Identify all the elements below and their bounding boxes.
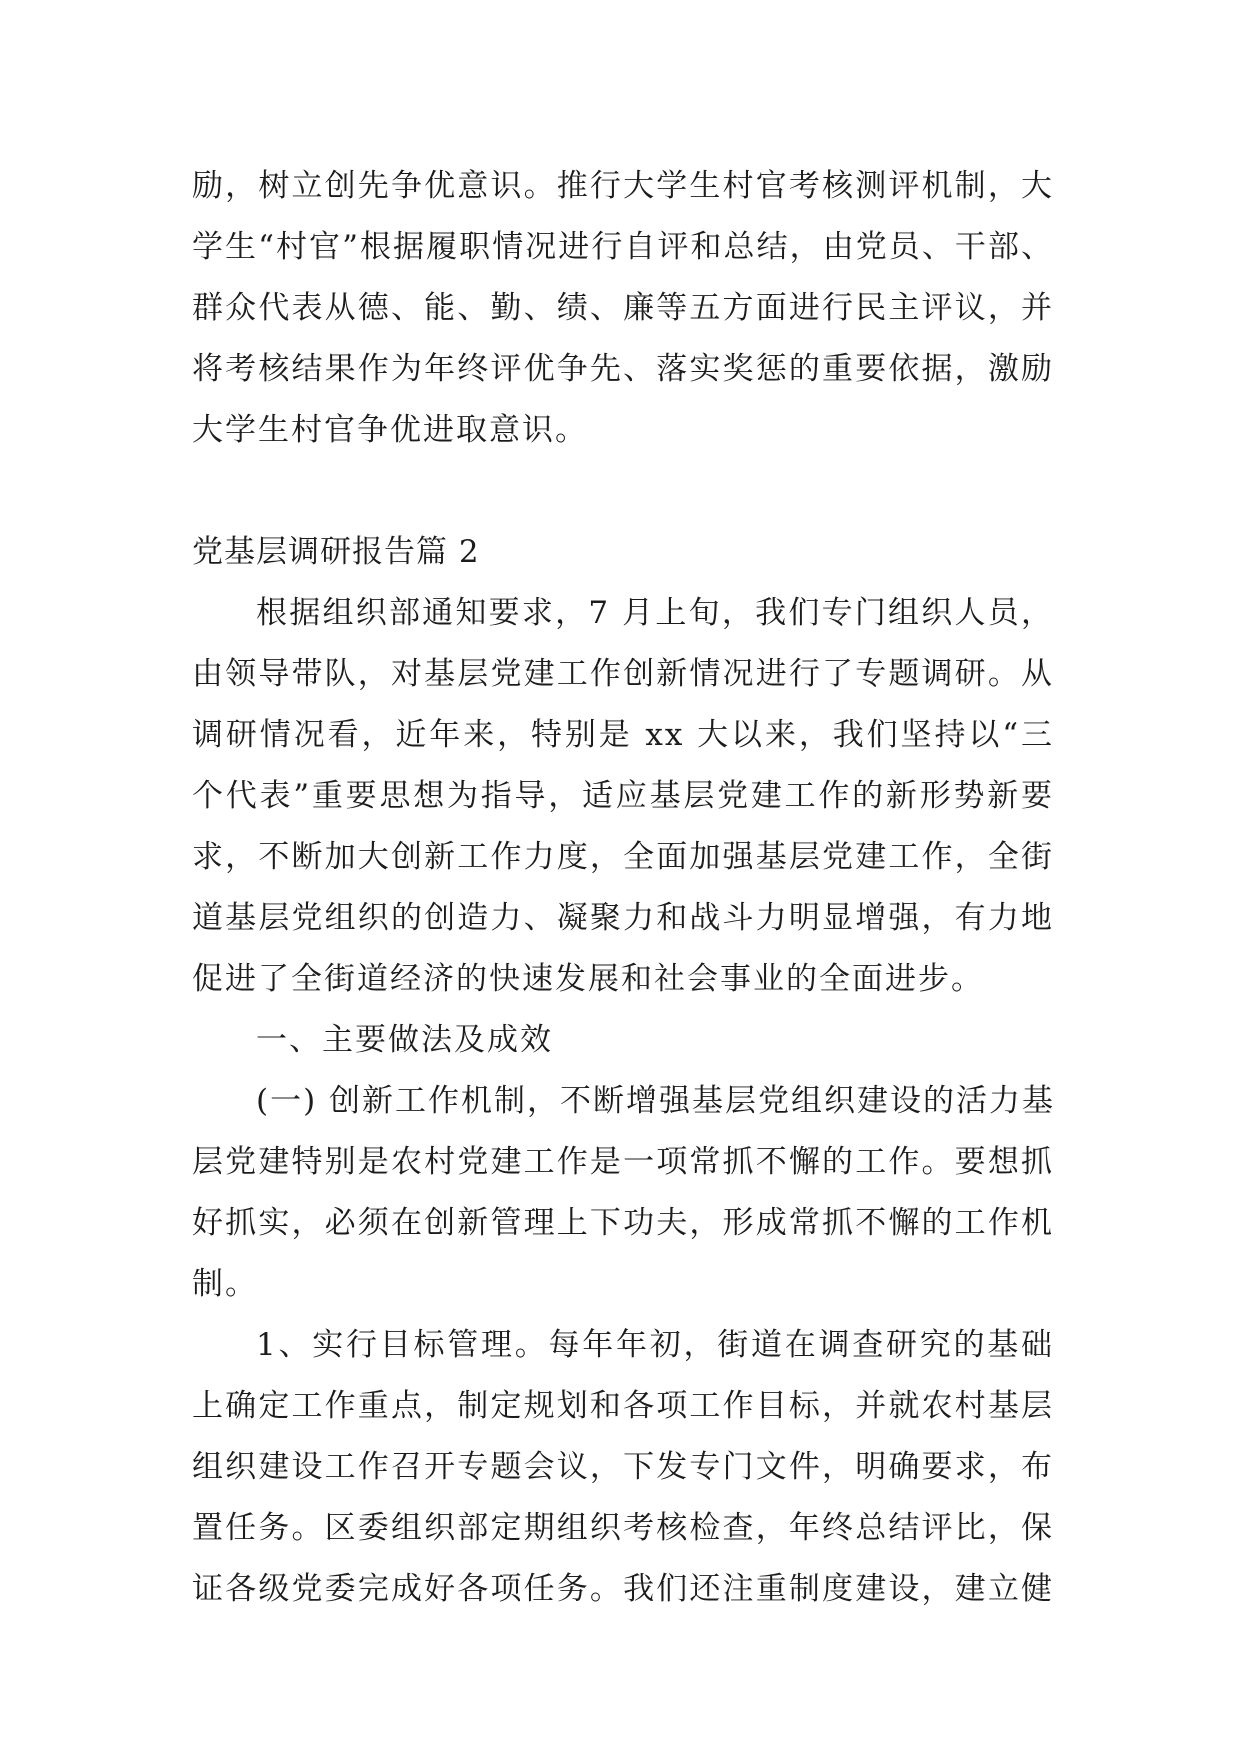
blank-line: [192, 461, 1054, 522]
text-line: 由领导带队，对基层党建工作创新情况进行了专题调研。从: [192, 656, 1054, 692]
paragraph-2: [192, 583, 1054, 1010]
section-title: 党基层调研报告篇 2: [192, 534, 480, 570]
text-line: 置任务。区委组织部定期组织考核检查，年终总结评比，保: [192, 1510, 1054, 1546]
text-line: 促进了全街道经济的快速发展和社会事业的全面进步。: [192, 961, 984, 997]
text-line: 1、实行目标管理。每年年初，街道在调查研究的基础: [256, 1327, 1054, 1363]
paragraph-4: [192, 1315, 1054, 1620]
text-line: 个代表”重要思想为指导，适应基层党建工作的新形势新要: [192, 778, 1054, 814]
heading-main-practices: 一、主要做法及成效: [256, 1022, 553, 1058]
text-line: 求，不断加大创新工作力度，全面加强基层党建工作，全街: [192, 839, 1054, 875]
document-body: [192, 156, 1054, 1620]
text-line: 学生“村官”根据履职情况进行自评和总结，由党员、干部、: [192, 229, 1054, 265]
text-line: 调研情况看，近年来，特别是 xx 大以来，我们坚持以“三: [192, 717, 1054, 753]
text-line: 组织建设工作召开专题会议，下发专门文件，明确要求，布: [192, 1449, 1054, 1485]
text-line: 道基层党组织的创造力、凝聚力和战斗力明显增强，有力地: [192, 900, 1054, 936]
text-line: 群众代表从德、能、勤、绩、廉等五方面进行民主评议，并: [192, 290, 1054, 326]
text-line: 制。: [192, 1266, 258, 1302]
text-line: 层党建特别是农村党建工作是一项常抓不懈的工作。要想抓: [192, 1144, 1054, 1180]
text-line: 根据组织部通知要求，7 月上旬，我们专门组织人员，: [256, 595, 1054, 631]
text-line: 好抓实，必须在创新管理上下功夫，形成常抓不懈的工作机: [192, 1205, 1054, 1241]
text-line: 励，树立创先争优意识。推行大学生村官考核测评机制，大: [192, 168, 1054, 204]
text-line: (一) 创新工作机制，不断增强基层党组织建设的活力基: [256, 1083, 1056, 1119]
text-line: 证各级党委完成好各项任务。我们还注重制度建设，建立健: [192, 1571, 1054, 1607]
paragraph-3: [192, 1071, 1054, 1315]
paragraph-1: [192, 156, 1054, 461]
text-line: 上确定工作重点，制定规划和各项工作目标，并就农村基层: [192, 1388, 1054, 1424]
text-line: 大学生村官争优进取意识。: [192, 412, 588, 448]
text-line: 将考核结果作为年终评优争先、落实奖惩的重要依据，激励: [192, 351, 1054, 387]
